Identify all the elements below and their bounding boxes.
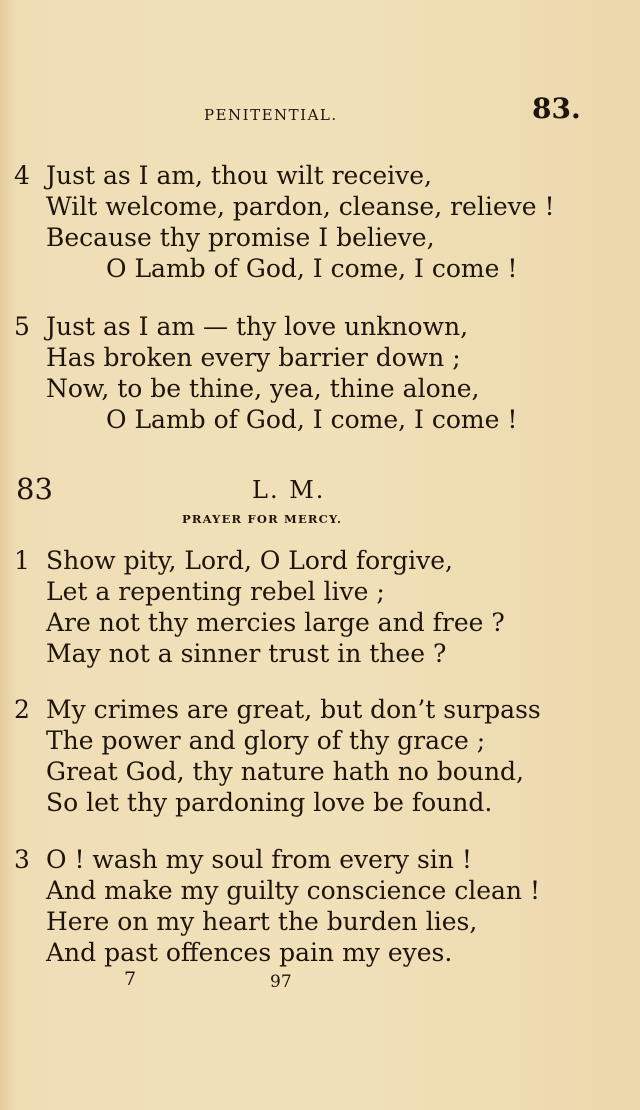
verse-refrain: O Lamb of God, I come, I come ! bbox=[106, 405, 518, 434]
signature-mark: 7 bbox=[124, 968, 137, 990]
hymn-stanza-3 bbox=[14, 844, 614, 968]
verse-line bbox=[14, 253, 614, 284]
verse-line bbox=[14, 937, 614, 968]
verse-line bbox=[14, 545, 614, 576]
verse-text: Wilt welcome, pardon, cleanse, relieve ! bbox=[46, 192, 555, 221]
verse-text: So let thy pardoning love be found. bbox=[46, 788, 493, 817]
page-number: 83. bbox=[532, 92, 581, 125]
folio-number: 97 bbox=[270, 972, 292, 992]
verse-line bbox=[14, 404, 614, 435]
hymn-subtitle: PRAYER FOR MERCY. bbox=[182, 512, 343, 526]
verse-text: O ! wash my soul from every sin ! bbox=[46, 845, 472, 874]
stanza-4 bbox=[14, 160, 614, 284]
verse-text: Show pity, Lord, O Lord forgive, bbox=[46, 546, 453, 575]
verse-text: My crimes are great, but don’t surpass bbox=[46, 695, 541, 724]
stanza-number: 4 bbox=[14, 161, 30, 190]
verse-refrain: O Lamb of God, I come, I come ! bbox=[106, 254, 518, 283]
verse-line bbox=[14, 638, 614, 669]
verse-text: And make my guilty conscience clean ! bbox=[46, 876, 541, 905]
stanza-number: 2 bbox=[14, 695, 30, 724]
verse-line bbox=[14, 222, 614, 253]
hymn-meter: L. M. bbox=[252, 476, 326, 504]
page-footer bbox=[0, 968, 640, 998]
verse-text: Just as I am — thy love unknown, bbox=[46, 312, 469, 341]
verse-text: Are not thy mercies large and free ? bbox=[46, 608, 505, 637]
verse-line bbox=[14, 607, 614, 638]
verse-line bbox=[14, 191, 614, 222]
hymn-stanza-1 bbox=[14, 545, 614, 669]
verse-line bbox=[14, 875, 614, 906]
verse-text: Has broken every barrier down ; bbox=[46, 343, 461, 372]
verse-line bbox=[14, 694, 614, 725]
stanza-5 bbox=[14, 311, 614, 435]
hymn-heading bbox=[0, 472, 640, 532]
verse-line bbox=[14, 576, 614, 607]
verse-text: Here on my heart the burden lies, bbox=[46, 907, 478, 936]
verse-line bbox=[14, 756, 614, 787]
verse-line bbox=[14, 160, 614, 191]
verse-text: Great God, thy nature hath no bound, bbox=[46, 757, 525, 786]
verse-text: Just as I am, thou wilt receive, bbox=[46, 161, 432, 190]
verse-text: Because thy promise I believe, bbox=[46, 223, 435, 252]
verse-line bbox=[14, 725, 614, 756]
verse-line bbox=[14, 373, 614, 404]
page-header bbox=[0, 92, 640, 132]
running-title: PENITENTIAL. bbox=[204, 106, 338, 124]
verse-line bbox=[14, 787, 614, 818]
verse-text: May not a sinner trust in thee ? bbox=[46, 639, 447, 668]
hymn-stanza-2 bbox=[14, 694, 614, 818]
verse-line bbox=[14, 311, 614, 342]
verse-line bbox=[14, 342, 614, 373]
verse-text: Now, to be thine, yea, thine alone, bbox=[46, 374, 480, 403]
stanza-number: 1 bbox=[14, 546, 30, 575]
stanza-number: 3 bbox=[14, 845, 30, 874]
stanza-number: 5 bbox=[14, 312, 30, 341]
verse-text: The power and glory of thy grace ; bbox=[46, 726, 486, 755]
verse-line bbox=[14, 844, 614, 875]
hymn-number: 83 bbox=[16, 472, 53, 506]
verse-text: Let a repenting rebel live ; bbox=[46, 577, 385, 606]
verse-text: And past offences pain my eyes. bbox=[46, 938, 453, 967]
verse-line bbox=[14, 906, 614, 937]
